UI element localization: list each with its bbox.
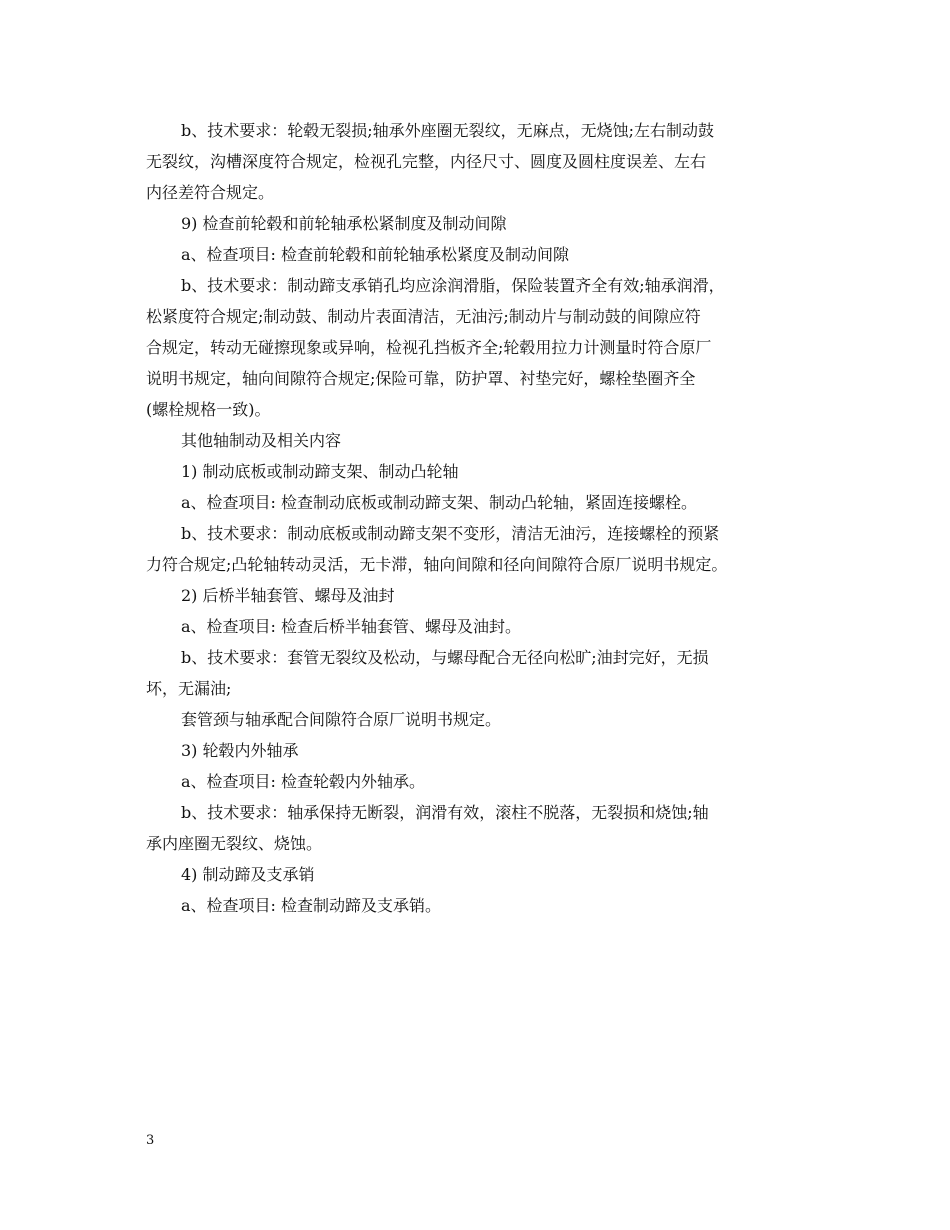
section-heading: 2) 后桥半轴套管、螺母及油封 <box>181 586 395 605</box>
text-line: 合规定，转动无碰擦现象或异响，检视孔挡板齐全;轮毂用拉力计测量时符合原厂 <box>146 338 712 357</box>
text-line: b、技术要求：制动底板或制动蹄支架不变形，清洁无油污，连接螺栓的预紧 <box>181 524 720 543</box>
section-heading: 3) 轮毂内外轴承 <box>181 741 299 760</box>
text-line: b、技术要求：轴承保持无断裂，润滑有效，滚柱不脱落，无裂损和烧蚀;轴 <box>181 803 709 822</box>
text-line: (螺栓规格一致)。 <box>146 400 271 419</box>
section-heading: 1) 制动底板或制动蹄支架、制动凸轮轴 <box>181 462 459 481</box>
text-line: 套管颈与轴承配合间隙符合原厂说明书规定。 <box>181 710 502 729</box>
text-line: 松紧度符合规定;制动鼓、制动片表面清洁，无油污;制动片与制动鼓的间隙应符 <box>146 307 701 326</box>
text-line: b、技术要求：制动蹄支承销孔均应涂润滑脂，保险装置齐全有效;轴承润滑， <box>181 276 725 295</box>
text-line: a、检查项目: 检查制动底板或制动蹄支架、制动凸轮轴，紧固连接螺栓。 <box>181 493 698 512</box>
text-line: b、技术要求：轮毂无裂损;轴承外座圈无裂纹，无麻点，无烧蚀;左右制动鼓 <box>181 121 715 140</box>
text-line: a、检查项目: 检查后桥半轴套管、螺母及油封。 <box>181 617 522 636</box>
text-line: 力符合规定;凸轮轴转动灵活，无卡滞，轴向间隙和径向间隙符合原厂说明书规定。 <box>146 555 728 574</box>
text-line: 内径差符合规定。 <box>146 183 275 202</box>
document-body <box>146 115 810 921</box>
section-heading: 9) 检查前轮毂和前轮轴承松紧制度及制动间隙 <box>181 214 507 233</box>
text-line: 说明书规定，轴向间隙符合规定;保险可靠，防护罩、衬垫完好，螺栓垫圈齐全 <box>146 369 696 388</box>
page-number: 3 <box>146 1133 155 1148</box>
text-line: a、检查项目: 检查轮毂内外轴承。 <box>181 772 426 791</box>
text-line: a、检查项目: 检查制动蹄及支承销。 <box>181 896 442 915</box>
text-line: 承内座圈无裂纹、烧蚀。 <box>146 834 323 853</box>
text-line: a、检查项目: 检查前轮毂和前轮轴承松紧度及制动间隙 <box>181 245 570 264</box>
section-heading: 4) 制动蹄及支承销 <box>181 865 315 884</box>
text-line: 坏，无漏油; <box>146 679 232 698</box>
text-line: b、技术要求：套管无裂纹及松动，与螺母配合无径向松旷;油封完好，无损 <box>181 648 709 667</box>
text-line: 无裂纹，沟槽深度符合规定，检视孔完整，内径尺寸、圆度及圆柱度误差、左右 <box>146 152 707 171</box>
section-heading: 其他轴制动及相关内容 <box>181 431 342 450</box>
